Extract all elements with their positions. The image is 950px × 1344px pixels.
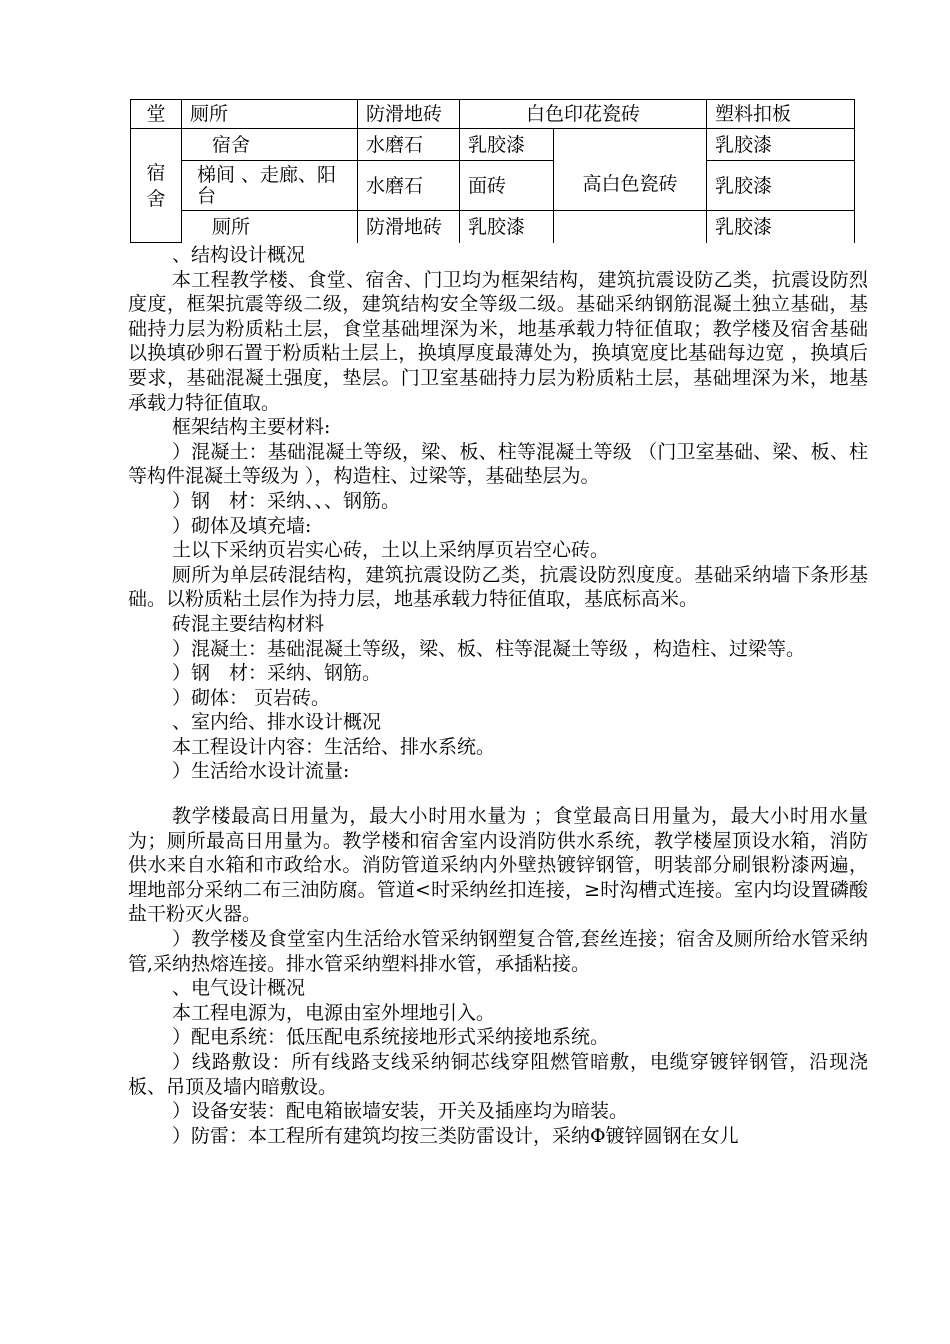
table-cell: 面砖 xyxy=(460,161,554,211)
table-cell: 水磨石 xyxy=(358,129,460,161)
section-heading: 、室内给、排水设计概况 xyxy=(172,711,382,734)
paragraph: ）砌体及填充墙: xyxy=(172,514,312,537)
paragraph: ）混凝土：基础混凝土等级，梁、板、柱等混凝土等级 （门卫室基础、梁、板、柱等构件混凝土等级为 ），构造柱、过梁等，基础垫层为。 xyxy=(128,440,868,488)
paragraph: ）钢 材：采纳、、、钢筋。 xyxy=(172,489,401,512)
paragraph: ）设备安装：配电箱嵌墙安装，开关及插座均为暗装。 xyxy=(172,1100,629,1123)
paragraph: 厕所为单层砖混结构，建筑抗震设防乙类，抗震设防烈度度。基础采纳墙下条形基础。以粉质粘土层作为持力层，地基承载力特征值取，基底标高米。 xyxy=(128,563,868,611)
paragraph: 教学楼最高日用量为，最大小时用水量为 ；食堂最高日用量为，最大小时用水量为；厕所最高日用量为。教学楼和宿舍室内设消防供水系统，教学楼屋顶设水箱，消防供水来自水箱和市政给水。消防管道采纳内外壁热镀锌钢管，明装部分刷银粉漆两遍，埋地部分采纳二布三油防腐。管道<时采纳丝扣连接，≥时沟槽式连接。室内均设置磷酸盐干粉灭火器。 xyxy=(128,805,868,926)
table-cell: 梯间 、走廊、阳台 xyxy=(182,161,358,211)
table-cell: 防滑地砖 xyxy=(358,211,460,243)
table-row xyxy=(131,161,855,211)
paragraph: 本工程电源为，电源由室外埋地引入。 xyxy=(172,1001,496,1024)
paragraph: ）钢 材：采纳、钢筋。 xyxy=(172,662,382,685)
table-cell: 厕所 xyxy=(182,211,358,243)
paragraph: 框架结构主要材料: xyxy=(172,416,331,439)
table-cell: 塑料扣板 xyxy=(707,100,855,129)
table-row xyxy=(131,100,855,129)
table-cell: 乳胶漆 xyxy=(460,129,554,161)
table-cell: 乳胶漆 xyxy=(707,161,855,211)
table-cell xyxy=(554,211,707,243)
table-cell: 厕所 xyxy=(182,100,358,129)
paragraph: ）配电系统：低压配电系统接地形式采纳接地系统。 xyxy=(172,1026,610,1049)
table-cell: 水磨石 xyxy=(358,161,460,211)
paragraph: ）生活给水设计流量: xyxy=(172,760,350,783)
dormitory-group-label: 宿舍 xyxy=(131,129,182,243)
table-cell: 高白色瓷砖 xyxy=(554,129,707,211)
paragraph: 土以下采纳页岩实心砖，土以上采纳厚页岩空心砖。 xyxy=(172,539,610,562)
paragraph: ）教学楼及食堂室内生活给水管采纳钢塑复合管,套丝连接；宿舍及厕所给水管采纳管,采纳热熔连接。排水管采纳塑料排水管，承插粘接。 xyxy=(128,928,868,975)
section-heading: 、结构设计概况 xyxy=(172,244,306,266)
table-cell: 宿舍 xyxy=(182,129,358,161)
table-cell: 堂 xyxy=(131,100,182,129)
table-cell: 乳胶漆 xyxy=(707,129,855,161)
paragraph: ）砌体： 页岩砖。 xyxy=(172,686,331,709)
paragraph: 本工程教学楼、食堂、宿舍、门卫均为框架结构，建筑抗震设防乙类，抗震设防烈度度，框架抗震等级二级，建筑结构安全等级二级。基础采纳钢筋混凝土独立基础，基础持力层为粉质粘土层，食堂基础埋深为米，地基承载力特征值取；教学楼及宿舍基础以换填砂卵石置于粉质粘土层上，换填厚度最薄处为，换填宽度比基础每边宽 ，换填后要求，基础混凝土强度，垫层。门卫室基础持力层为粉质粘土层，基础埋深为米，地基承载力特征值取。 xyxy=(128,268,868,414)
paragraph: 砖混主要结构材料 xyxy=(172,612,325,635)
table-row xyxy=(131,129,855,161)
document-body xyxy=(128,243,868,1148)
table-cell: 白色印花瓷砖 xyxy=(460,100,707,129)
finish-schedule-table xyxy=(130,99,855,243)
paragraph: ）防雷：本工程所有建筑均按三类防雷设计，采纳Φ镀锌圆钢在女儿 xyxy=(172,1124,739,1147)
paragraph: ）混凝土：基础混凝土等级，梁、板、柱等混凝土等级 ，构造柱、过梁等。 xyxy=(172,637,806,660)
paragraph: ）线路敷设：所有线路支线采纳铜芯线穿阻燃管暗敷，电缆穿镀锌钢管，沿现浇板、吊顶及墙内暗敷设。 xyxy=(128,1051,868,1098)
paragraph: 本工程设计内容：生活给、排水系统。 xyxy=(172,735,496,758)
table-cell: 乳胶漆 xyxy=(460,211,554,243)
table-row xyxy=(131,211,855,243)
section-heading: 、电气设计概况 xyxy=(172,977,306,1000)
table-cell: 防滑地砖 xyxy=(358,100,460,129)
table-cell: 乳胶漆 xyxy=(707,211,855,243)
